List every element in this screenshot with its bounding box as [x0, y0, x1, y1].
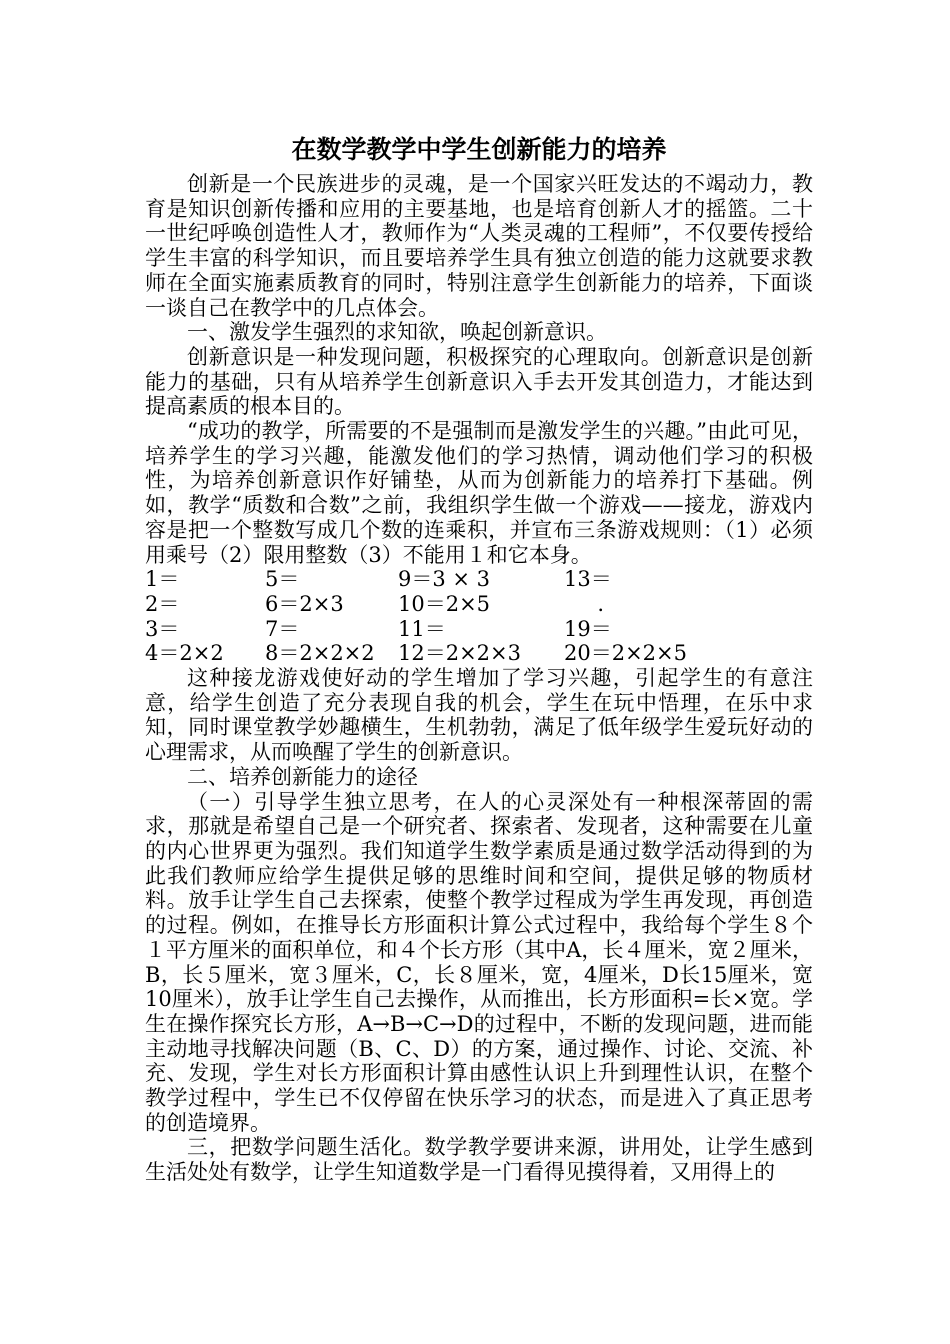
document-title: 在数学教学中学生创新能力的培养 — [291, 135, 667, 164]
body-paragraph: “成功的教学，所需要的不是强制而是激发学生的兴趣。”由此可见，培养学生的学习兴趣，能激发他们的学习热情，调动他们学习的积极性，为培养创新意识作好铺垫，从而为创新能力的培养打下基础。例如，教学“质数和合数”之前，我组织学生做一个游戏——接龙，游戏内容是把一个整数写成几个数的连乘积，并宣布三条游戏规则：（1）必须用乘号（2）限用整数（3）不能用１和它本身。 — [145, 419, 813, 567]
table-cell: 9＝3 × 3 — [398, 567, 491, 592]
table-cell: 19＝ — [564, 616, 612, 641]
table-cell: . — [564, 591, 605, 616]
table-cell: 2＝ — [145, 591, 180, 616]
document-page — [145, 128, 813, 1185]
body-paragraph: 三，把数学问题生活化。数学教学要讲来源，讲用处，让学生感到生活处处有数学，让学生知道数学是一门看得见摸得着，又用得上的 — [145, 1135, 813, 1185]
document-body — [145, 172, 813, 1185]
section-heading-2: 二、培养创新能力的途径 — [187, 764, 418, 789]
section-heading-1: 一、激发学生强烈的求知欲，唤起创新意识。 — [187, 320, 607, 345]
table-cell: 4＝2×2 — [145, 641, 224, 666]
body-paragraph: 这种接龙游戏使好动的学生增加了学习兴趣，引起学生的有意注意，给学生创造了充分表现自我的机会，学生在玩中悟理，在乐中求知，同时课堂教学妙趣横生，生机勃勃，满足了低年级学生爱玩好动的心理需求，从而唤醒了学生的创新意识。 — [145, 666, 813, 765]
table-cell: 3＝ — [145, 616, 180, 641]
table-cell: 5＝ — [265, 567, 300, 592]
table-cell: 7＝ — [265, 616, 300, 641]
table-cell: 8＝2×2×2 — [265, 641, 375, 666]
intro-paragraph: 创新是一个民族进步的灵魂，是一个国家兴旺发达的不竭动力，教育是知识创新传播和应用的主要基地，也是培育创新人才的摇篮。二十一世纪呼唤创造性人才，教师作为“人类灵魂的工程师”，不仅要传授给学生丰富的科学知识，而且要培养学生具有独立创造的能力这就要求教师在全面实施素质教育的同时，特别注意学生创新能力的培养，下面谈一谈自己在教学中的几点体会。 — [145, 172, 813, 320]
table-cell: 1＝ — [145, 567, 180, 592]
table-cell: 11＝ — [398, 616, 446, 641]
table-cell: 6＝2×3 — [265, 591, 344, 616]
table-cell: 12＝2×2×3 — [398, 641, 521, 666]
game-number-table — [145, 567, 813, 666]
table-cell: 10＝2×5 — [398, 591, 491, 616]
table-cell: 20＝2×2×5 — [564, 641, 687, 666]
body-paragraph: 创新意识是一种发现问题，积极探究的心理取向。创新意识是创新能力的基础，只有从培养学生创新意识入手去开发其创造力，才能达到提高素质的根本目的。 — [145, 344, 813, 419]
table-cell: 13＝ — [564, 567, 612, 592]
body-paragraph: （一）引导学生独立思考，在人的心灵深处有一种根深蒂固的需求，那就是希望自己是一个研究者、探索者、发现者，这种需要在儿童的内心世界更为强烈。我们知道学生数学素质是通过数学活动得到的为此我们教师应给学生提供足够的思维时间和空间，提供足够的物质材料。放手让学生自己去探索，使整个教学过程成为学生再发现，再创造的过程。例如，在推导长方形面积计算公式过程中，我给每个学生８个１平方厘米的面积单位，和４个长方形（其中A，长４厘米，宽２厘米，B，长５厘米，宽３厘米，C，长８厘米，宽，4厘米，D长15厘米，宽10厘米），放手让学生自己去操作，从而推出，长方形面积=长×宽。学生在操作探究长方形，A→B→C→D的过程中，不断的发现问题，进而能主动地寻找解决问题（B、C、D）的方案，通过操作、讨论、交流、补充、发现，学生对长方形面积计算由感性认识上升到理性认识，在整个教学过程中，学生已不仅停留在快乐学习的状态，而是进入了真正思考的创造境界。 — [145, 789, 813, 1135]
